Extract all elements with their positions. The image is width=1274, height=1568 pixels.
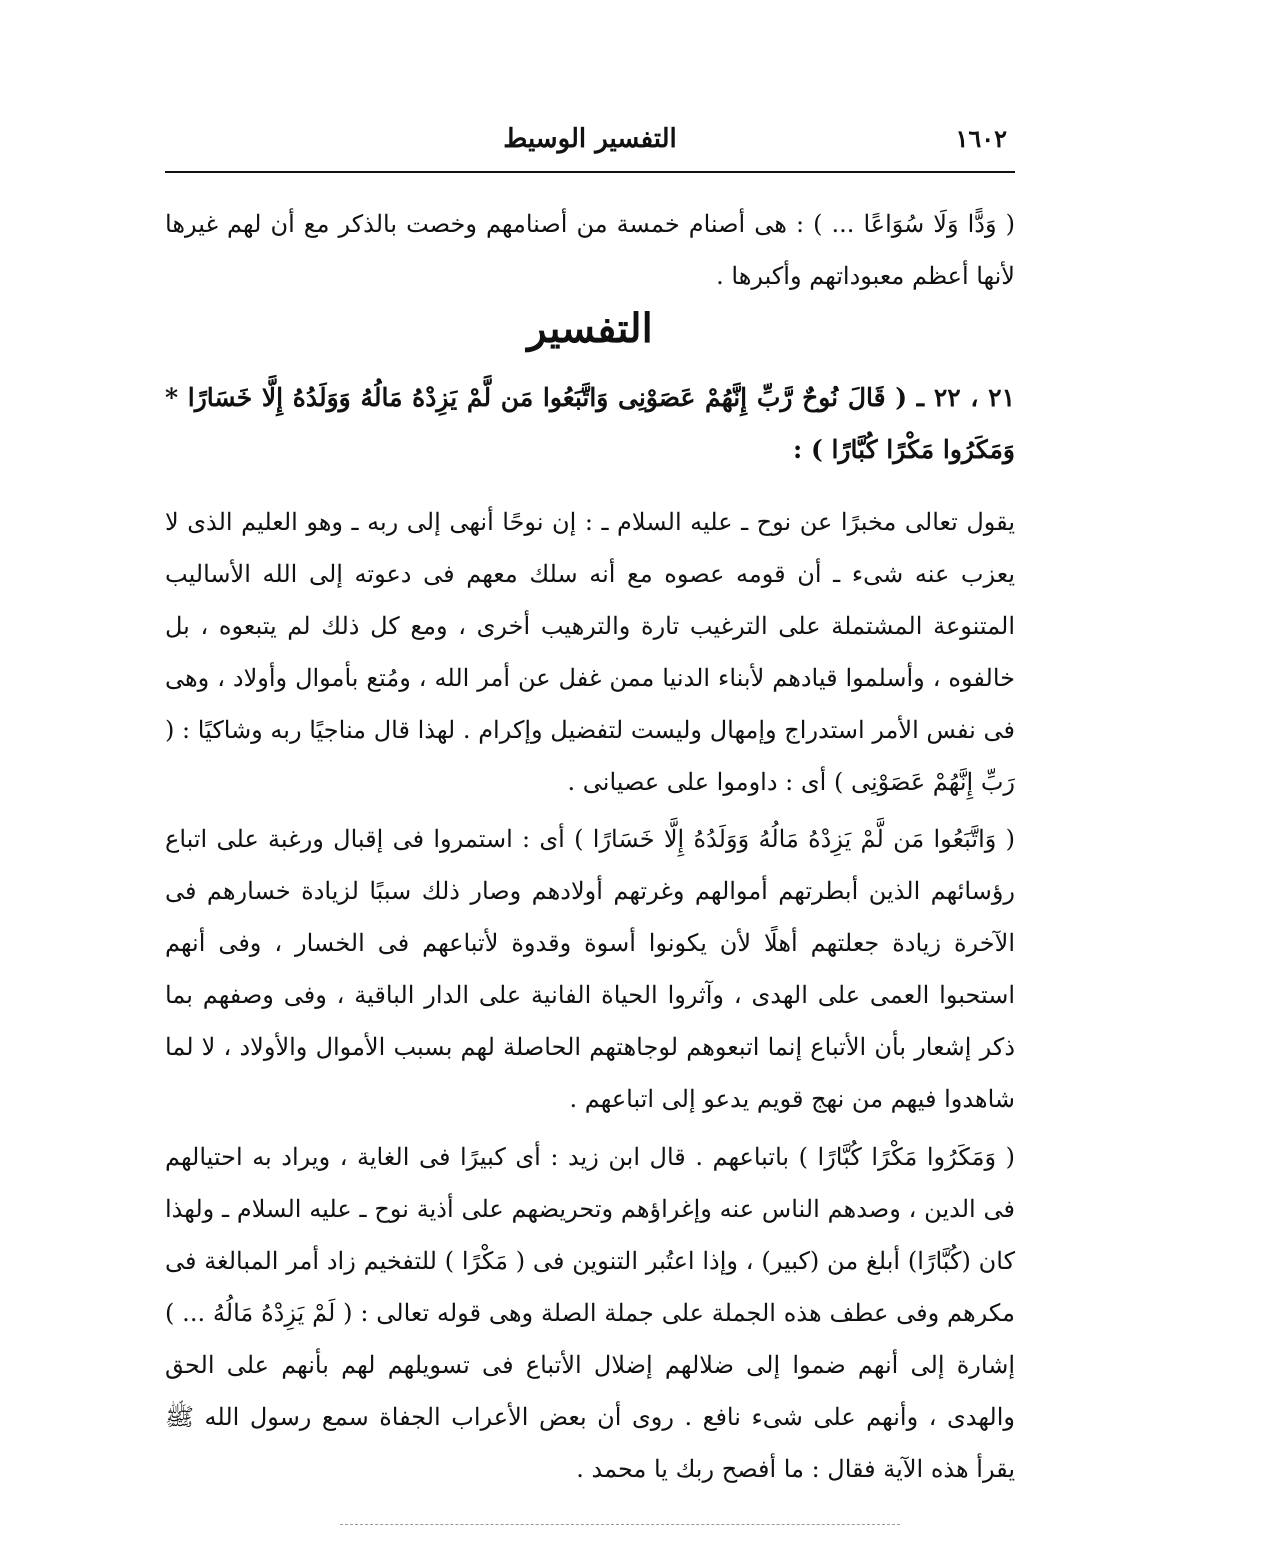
page-header	[165, 120, 1015, 164]
commentary-paragraph: ( وَمَكَرُوا مَكْرًا كُبَّارًا ) باتباعهم . قال ابن زيد : أى كبيرًا فى الغاية ، ويراد به احتيالهم فى الدين ، وصدهم الناس عنه وإغراؤهم وتحريضهم على أذية نوح ـ عليه السلام ـ ولهذا كان (كُبَّارًا) أبلغ من (كبير) ، وإذا اعتُبر التنوين فى ( مَكْرًا ) للتفخيم زاد أمر المبالغة فى مكرهم وفى عطف هذه الجملة على جملة الصلة وهى قوله تعالى : ( لَمْ يَزِدْهُ مَالُهُ ... ) إشارة إلى أنهم ضموا إلى ضلالهم إضلال الأتباع فى تسويلهم لهم بأنهم على الحق والهدى ، وأنهم على شىء نافع . روى أن بعض الأعراب الجفاة سمع رسول الله ﷺ يقرأ هذه الآية فقال : ما أفصح ربك يا محمد .	[165, 1143, 1016, 1483]
commentary-paragraph: ( وَاتَّبَعُوا مَن لَّمْ يَزِدْهُ مَالُهُ وَوَلَدُهُ إِلَّا خَسَارًا ) أى : استمروا فى إقبال ورغبة على اتباع رؤسائهم الذين أبطرتهم أموالهم وغرتهم أولادهم وصار ذلك سببًا لزيادة خسارهم فى الآخرة زيادة جعلتهم أهلًا لأن يكونوا أسوة وقدوة لأتباعهم فى الخسار ، وفى أنهم استحبوا العمى على الهدى ، وآثروا الحياة الفانية على الدار الباقية ، وفى وصفهم بما ذكر إشعار بأن الأتباع إنما اتبعوهم لوجاهتهم الحاصلة لهم بسبب الأموال والأولاد ، لا لما شاهدوا فيهم من نهج قويم يدعو إلى اتباعهم .	[165, 825, 1016, 1113]
verse-quote: ٢١ ، ٢٢ ـ ( قَالَ نُوحٌ رَّبِّ إِنَّهُمْ عَصَوْنِى وَاتَّبَعُوا مَن لَّمْ يَزِدْهُ مَالُهُ وَوَلَدُهُ إِلَّا خَسَارًا * وَمَكَرُوا مَكْرًا كُبَّارًا ) :	[165, 383, 1015, 464]
page-number: ١٦٠٢	[955, 124, 1007, 153]
header-rule	[165, 171, 1015, 173]
section-heading: التفسير	[527, 305, 653, 352]
running-title: التفسير الوسيط	[503, 124, 677, 154]
intro-paragraph: ( وَدًّا وَلَا سُوَاعًا ... ) : هى أصنام خمسة من أصنامهم وخصت بالذكر مع أن لهم غيرها لأنها أعظم معبوداتهم وأكبرها .	[165, 210, 1015, 290]
commentary-paragraph: يقول تعالى مخبرًا عن نوح ـ عليه السلام ـ : إن نوحًا أنهى إلى ربه ـ وهو العليم الذى لا يعزب عنه شىء ـ أن قومه عصوه مع أنه سلك معهم فى دعوته إلى الله الأساليب المتنوعة المشتملة على الترغيب تارة والترهيب أخرى ، ومع كل ذلك لم يتبعوه ، بل خالفوه ، وأسلموا قيادهم لأبناء الدنيا ممن غفل عن أمر الله ، ومُتع بأموال وأولاد ، وهى فى نفس الأمر استدراج وإمهال وليست لتفضيل وإكرام . لهذا قال مناجيًا ربه وشاكيًا : ( رَبِّ إِنَّهُمْ عَصَوْنِى ) أى : داوموا على عصيانى .	[165, 508, 1015, 796]
footer-scan-line	[340, 1524, 900, 1525]
